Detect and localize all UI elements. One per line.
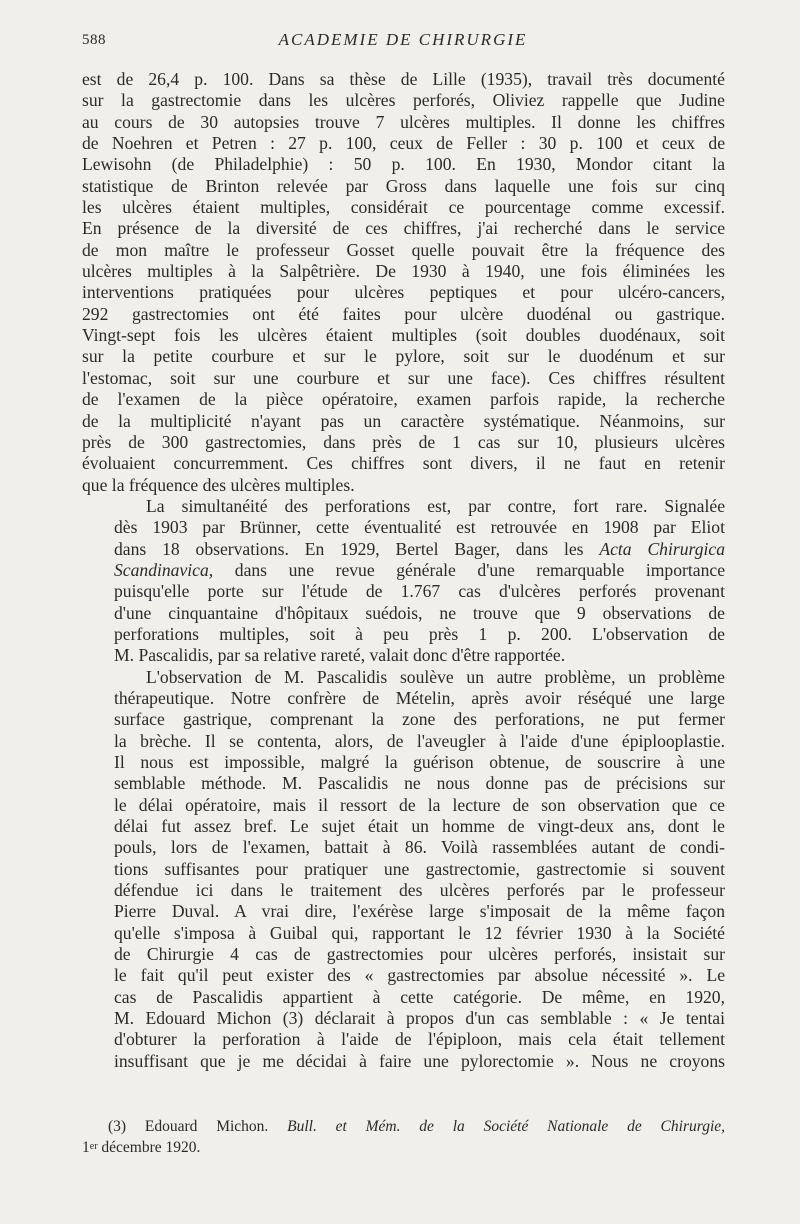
text-line: statistique de Brinton relevée par Gross dans laquelle une fois sur cinq [82, 175, 725, 196]
paragraph [82, 69, 725, 496]
text-line: tions suffisantes pour pratiquer une gastrectomie, gastrectomie si souvent [114, 858, 725, 879]
journal-title: Scandinavica, [114, 559, 214, 580]
text-line: 292 gastrectomies ont été faites pour ulcère duodénal ou gastrique. [82, 303, 725, 324]
footnote-date: décembre 1920. [97, 1139, 201, 1156]
text-line: En présence de la diversité de ces chiffres, j'ai recherché dans le service [82, 218, 725, 239]
text-line: sur la gastrectomie dans les ulcères perforés, Oliviez rappelle que Judine [82, 90, 725, 111]
text-line: près de 300 gastrectomies, dans près de 1 cas sur 10, plusieurs ulcères [82, 431, 725, 452]
text-line: Pierre Duval. A vrai dire, l'exérèse large s'imposait de la même façon [114, 901, 725, 922]
text-line: dès 1903 par Brünner, cette éventualité est retrouvée en 1908 par Eliot [114, 517, 725, 538]
footnote-day-suffix: er [89, 1141, 98, 1152]
text-line: Vingt-sept fois les ulcères étaient multiples (soit doubles duodénaux, soit [82, 325, 725, 346]
footnote [82, 1116, 725, 1158]
running-title: ACADEMIE DE CHIRURGIE [278, 30, 528, 49]
text-line: perforations multiples, soit à peu près 1 p. 200. L'observation de [114, 623, 725, 644]
footnote-day: 1 [82, 1139, 90, 1156]
body-text [82, 69, 725, 1072]
text-line: de Noehren et Petren : 27 p. 100, ceux de Feller : 30 p. 100 et ceux de [82, 133, 725, 154]
text-line: d'une cinquantaine d'hôpitaux suédois, ne trouve que 9 observations de [114, 602, 725, 623]
text-line [82, 560, 725, 581]
journal-title: Acta Chirurgica [599, 538, 725, 559]
text-line: semblable méthode. M. Pascalidis ne nous donne pas de précisions sur [114, 773, 725, 794]
text-line: les ulcères étaient multiples, considérait ce pourcentage comme excessif. [82, 197, 725, 218]
text-line: évoluaient concurremment. Ces chiffres sont divers, il ne faut en retenir [82, 453, 725, 474]
text-line: sur la petite courbure et sur le pylore, soit sur le duodénum et sur [82, 346, 725, 367]
paragraph [82, 667, 725, 1073]
text-line: thérapeutique. Notre confrère de Mételin, après avoir réséqué une large [114, 687, 725, 708]
text-line: ulcères multiples à la Salpêtrière. De 1930 à 1940, une fois éliminées les [82, 261, 725, 282]
text-fragment: dans une revue générale d'une remarquable importance [213, 559, 725, 580]
footnote-source: Bull. et Mém. de la Société Nationale de Chirurgie, [287, 1118, 726, 1135]
text-line: puisqu'elle porte sur l'étude de 1.767 cas d'ulcères perforés provenant [114, 581, 725, 602]
footnote-number: (3) [108, 1118, 127, 1135]
text-line: de la multiplicité n'ayant pas un caractère systématique. Néanmoins, sur [82, 410, 725, 431]
text-fragment: dans 18 observations. En 1929, Bertel Bager, dans les [114, 538, 584, 559]
text-line: au cours de 30 autopsies trouve 7 ulcères multiples. Il donne les chiffres [82, 111, 725, 132]
text-line: défendue ici dans le traitement des ulcères perforés par le professeur [114, 880, 725, 901]
text-line: de Chirurgie 4 cas de gastrectomies pour ulcères perforés, insistait sur [114, 944, 725, 965]
text-line: insuffisant que je me décidai à faire une pylorectomie ». Nous ne croyons [114, 1050, 725, 1071]
text-line: le fait qu'il peut exister des « gastrectomies par absolue nécessité ». Le [114, 965, 725, 986]
text-line: que la fréquence des ulcères multiples. [82, 474, 355, 495]
text-line: Lewisohn (de Philadelphie) : 50 p. 100. En 1930, Mondor citant la [82, 154, 725, 175]
footnote-author: Edouard Michon. [144, 1118, 269, 1135]
page-number: 588 [82, 32, 106, 48]
text-line: qu'elle s'imposa à Guibal qui, rapportant le 12 février 1930 à la Société [114, 922, 725, 943]
paragraph [82, 496, 725, 667]
text-line [82, 539, 725, 560]
text-line: L'observation de M. Pascalidis soulève un autre problème, un problème [146, 666, 725, 687]
text-line: la brèche. Il se contenta, alors, de l'aveugler à l'aide d'une épiplooplastie. [114, 730, 725, 751]
footnote-line [82, 1137, 725, 1158]
text-line: de mon maître le professeur Gosset quelle pouvait être la fréquence des [82, 239, 725, 260]
text-line: l'estomac, soit sur une courbure et sur une face). Ces chiffres résultent [82, 367, 725, 388]
text-line: interventions pratiquées pour ulcères peptiques et pour ulcéro-cancers, [82, 282, 725, 303]
text-line: surface gastrique, comprenant la zone des perforations, ne put fermer [114, 709, 725, 730]
text-line: M. Pascalidis, par sa relative rareté, valait donc d'être rapportée. [114, 645, 566, 666]
text-line: est de 26,4 p. 100. Dans sa thèse de Lille (1935), travail très documenté [82, 69, 725, 89]
text-line: Il nous est impossible, malgré la guérison obtenue, de souscrire à une [114, 752, 725, 772]
text-line: le délai opératoire, mais il ressort de la lecture de son observation que ce [114, 794, 725, 815]
text-line: cas de Pascalidis appartient à cette catégorie. De même, en 1920, [114, 986, 725, 1007]
text-line: pouls, lors de l'examen, battait à 86. Voilà rassemblées autant de condi- [114, 837, 725, 858]
page-header [82, 30, 724, 56]
text-line: de l'examen de la pièce opératoire, examen parfois rapide, la recherche [82, 389, 725, 410]
text-line: M. Edouard Michon (3) déclarait à propos d'un cas semblable : « Je tentai [114, 1008, 725, 1029]
text-line: d'obturer la perforation à l'aide de l'épiploon, mais cela était tellement [114, 1029, 725, 1050]
footnote-line [82, 1116, 725, 1137]
text-line: délai fut assez bref. Le sujet était un homme de vingt-deux ans, dont le [114, 816, 725, 837]
text-line: La simultanéité des perforations est, par contre, fort rare. Signalée [146, 495, 725, 516]
